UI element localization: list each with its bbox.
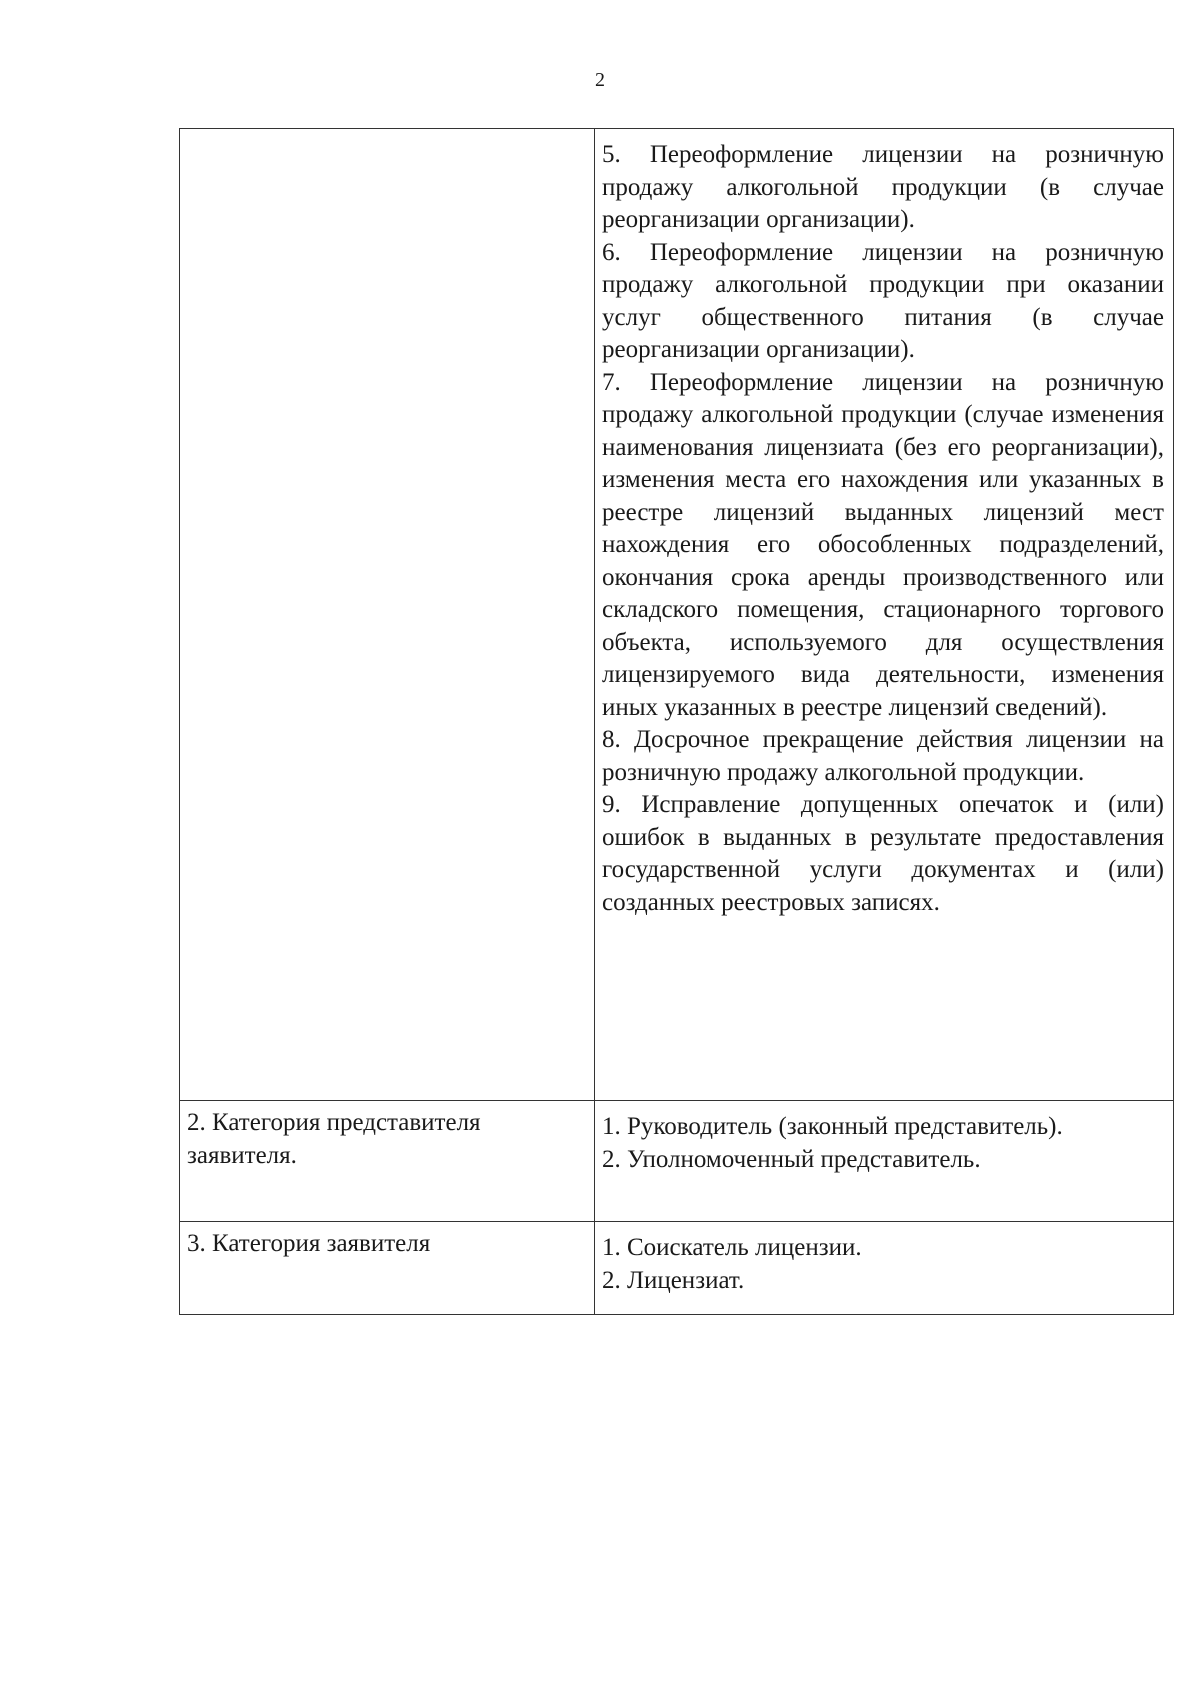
table-cell-left: 2. Категория представителя заявителя. <box>180 1101 595 1222</box>
list-item: 7. Переоформление лицензии на розничную продажу алкогольной продукции (случае изменения наименования лицензиата (без его реорганизации), изменения места его нахождения или указанных в реестре лицензий выданных лицензий мест нахождения его обособленных подразделений, окончания срока аренды производственного или складского помещения, стационарного торгового объекта, используемого для осуществления лицензируемого вида деятельности, изменения иных указанных в реестре лицензий сведений). <box>602 368 1164 721</box>
services-table <box>179 128 1174 1315</box>
table-row <box>180 1101 1174 1222</box>
table-row <box>180 1222 1174 1315</box>
list-item: 2. Уполномоченный представитель. <box>602 1145 981 1173</box>
table-cell-left: 3. Категория заявителя <box>180 1222 595 1315</box>
list-item: 1. Руководитель (законный представитель). <box>602 1113 1063 1140</box>
list-item: 2. Лицензиат. <box>602 1266 745 1294</box>
page-number: 2 <box>595 69 605 91</box>
list-item: 6. Переоформление лицензии на розничную продажу алкогольной продукции при оказании услуг общественного питания (в случае реорганизации организации). <box>602 238 1164 363</box>
table-cell-left <box>180 129 595 1101</box>
table-cell-right <box>595 1101 1174 1222</box>
table-cell-right <box>595 1222 1174 1315</box>
list-item: 9. Исправление допущенных опечаток и (или) ошибок в выданных в результате предоставления государственной услуги документах и (или) созданных реестровых записях. <box>602 791 1164 916</box>
list-item: 1. Соискатель лицензии. <box>602 1234 862 1261</box>
list-item: 8. Досрочное прекращение действия лицензии на розничную продажу алкогольной продукции. <box>602 726 1164 786</box>
list-item: 5. Переоформление лицензии на розничную продажу алкогольной продукции (в случае реорганизации организации). <box>602 141 1164 233</box>
table-row <box>180 129 1174 1101</box>
table-cell-right <box>595 129 1174 1101</box>
